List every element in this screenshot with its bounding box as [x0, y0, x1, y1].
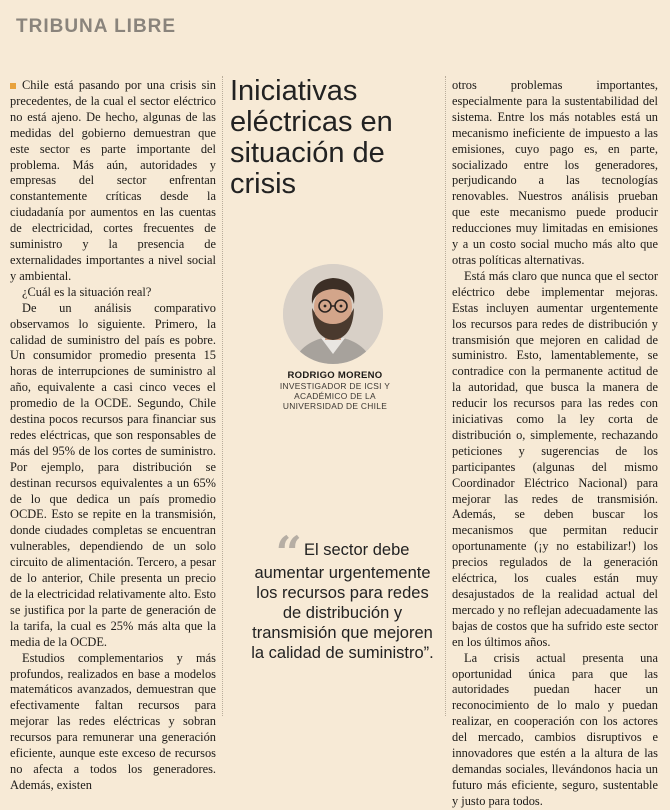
left-paragraph-3: Estudios complementarios y más profundos, realizados en base a modelos matemáticos avanzados, demuestran que efectivamente faltan recursos para mejorar las redes eléctricas y sobran recursos para remunerar una generación eficiente, aunque este exceso de recursos no afecta a todos los generadores. Además, existen — [10, 650, 216, 792]
left-paragraph-1-text: Chile está pasando por una crisis sin precedentes, de la cual el sector eléctrico no está ajeno. De hecho, algunas de las medidas del gobierno demuestran que este sector es parte importante del problema. Más aún, autoridades y empresas del sector enfrentan constantemente críticas desde la ciudadanía por aumentos en las cuentas de electricidad, cortes frecuentes de suministro y la presencia de externalidades importantes a nivel social y ambiental. — [10, 78, 216, 283]
left-column — [10, 78, 216, 794]
right-paragraph-2: Está más claro que nunca que el sector eléctrico debe implementar mejoras. Estas incluyen aumentar urgentemente los recursos para redes de distribución y transmisión que mejoren en calidad de suministro. Esto, lamentablemente, se contradice con la permanente actitud de la autoridad, que busca la manera de reducir los recursos para las redes con iniciativas como la ley corta de distribución o, simplemente, rechazando peticiones y sugerencias de los participantes (algunas del mismo Coordinador Eléctrico Nacional) para mejorar las redes de transmisión. Además, se deben buscar los mecanismos que permitan reducir oportunamente (¡y no estabilizar!) los precios regulados de la generación eléctrica, los cuales están muy desajustados de la realidad actual del mercado y no reflejan adecuadamente las bajas de costos que ha sufrido este sector en los últimos años. — [452, 268, 658, 649]
left-subhead: ¿Cuál es la situación real? — [22, 284, 152, 299]
pull-quote — [245, 526, 440, 663]
right-paragraph-1: otros problemas importantes, especialmente para la sustentabilidad del sistema. Entre los más notables está un mecanismo ineficiente de impuesto a las emisiones, cuyo pago es, en parte, socializado entre los generadores, perjudicando a las tecnologías renovables. Nuestros análisis prueban que este mecanismo puede producir reducciones muy limitadas en emisiones y a un costo social mucho más alto que otras políticas alternativas. — [452, 78, 658, 267]
pull-quote-text: El sector debe aumentar urgentemente los recursos para redes de distribución y transmisión que mejoren la calidad de suministro”. — [251, 541, 434, 662]
author-portrait-image — [283, 264, 383, 364]
column-divider-left — [222, 76, 223, 716]
author-portrait — [283, 264, 383, 364]
right-column — [452, 78, 658, 810]
right-paragraph-3: La crisis actual presenta una oportunidad única para que las autoridades puedan hacer un reconocimiento de lo malo y puedan realizar, en cooperación con los actores del mercado, cambios disruptivos e innovadores que estén a la altura de las demandas sociales, llevándonos hacia un futuro más eficiente, seguro, sustentable y justo para todos. — [452, 650, 658, 808]
left-paragraph-1 — [10, 78, 216, 285]
bullet-icon — [10, 83, 16, 89]
author-name: RODRIGO MORENO — [287, 370, 383, 381]
column-divider-right — [445, 76, 446, 716]
headline: Iniciativas eléctricas en situación de crisis — [230, 75, 393, 200]
section-tag: TRIBUNA LIBRE — [16, 16, 177, 37]
byline — [265, 370, 405, 411]
quote-mark-icon: “ — [275, 526, 302, 580]
author-role: INVESTIGADOR DE ICSI Y ACADÉMICO DE LA UNIVERSIDAD DE CHILE — [279, 381, 391, 411]
left-paragraph-2: De un análisis comparativo observamos lo siguiente. Primero, la calidad de suministro del país es pobre. Un consumidor promedio presenta 15 horas de interrupciones de suministro al año, equivalente a casi cinco veces el promedio de la OCDE. Segundo, Chile destina pocos recursos para financiar sus redes eléctricas, que son responsables de más del 95% de los cortes de suministro. Por ejemplo, para distribución se destinan recursos equivalentes a un 65% de lo que dedica un país promedio OCDE. Esto se repite en la transmisión, donde ciudades completas se encuentran vulnerables, dependiendo de un solo circuito de alimentación. Tercero, a pesar de lo anterior, Chile presenta un precio de la electricidad relativamente alto. Esto se justifica por la parte de generación de la tarifa, la cual es 25% más alta que la media de la OCDE. — [10, 300, 216, 649]
